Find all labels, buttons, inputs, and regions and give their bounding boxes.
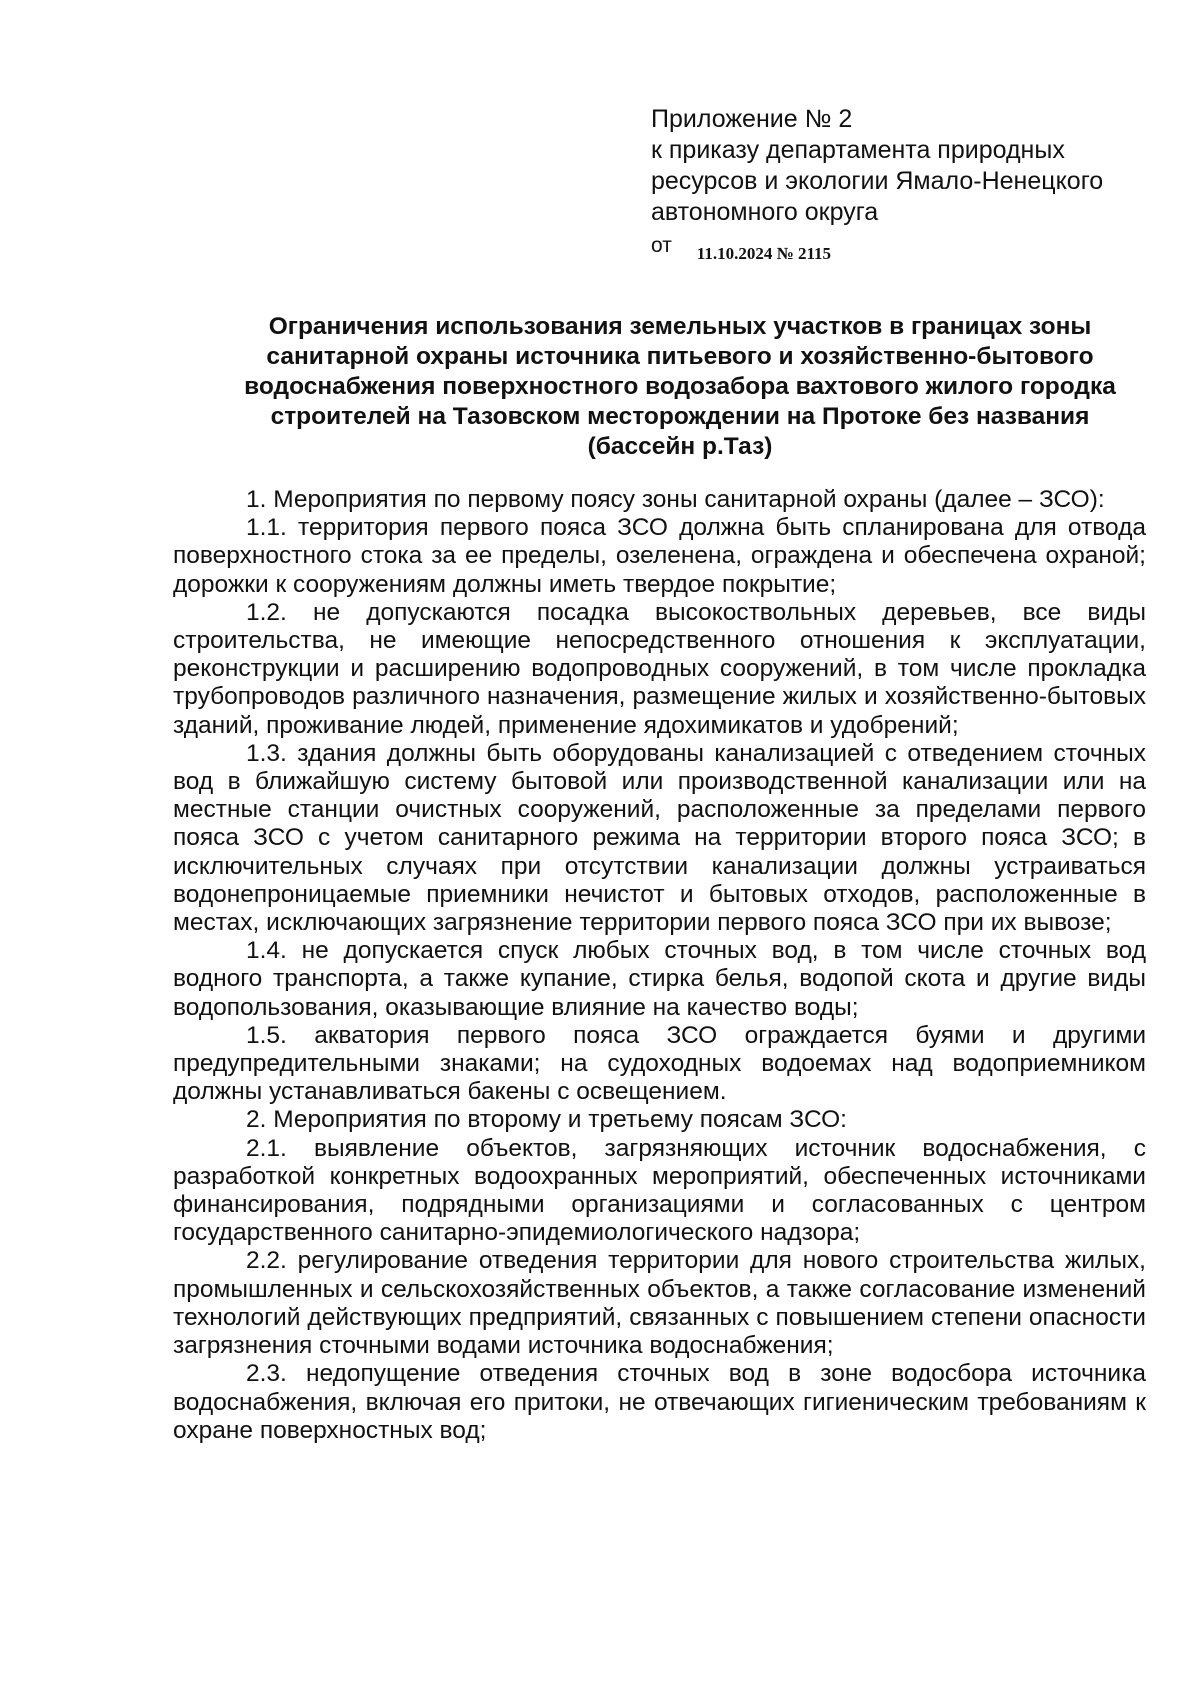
document-body — [173, 486, 1146, 1445]
appendix-number: Приложение № 2 — [651, 105, 853, 133]
appendix-date-number: 11.10.2024 № 2115 — [696, 244, 832, 263]
paragraph-1-5: 1.5. акватория первого пояса ЗСО ограждается буями и другими предупредительными знаками; на судоходных водоемах над водоприемником должны устанавливаться бакены с освещением. — [173, 1021, 1146, 1106]
paragraph-2-3: 2.3. недопущение отведения сточных вод в зоне водосбора источника водоснабжения, включая его притоки, не отвечающих гигиеническим требованиям к охране поверхностных вод; — [173, 1360, 1146, 1444]
document-title — [180, 312, 1180, 462]
paragraph-1: 1. Мероприятия по первому поясу зоны санитарной охраны (далее – ЗСО): — [246, 486, 1105, 513]
appendix-date-line — [651, 230, 1171, 263]
title-line-3: водоснабжения поверхностного водозабора вахтового жилого городка — [244, 373, 1116, 400]
title-line-2: санитарной охраны источника питьевого и хозяйственно-бытового — [266, 343, 1094, 370]
title-line-4: строителей на Тазовском месторождении на Протоке без названия — [270, 403, 1090, 430]
paragraph-2-1: 2.1. выявление объектов, загрязняющих источник водоснабжения, с разработкой конкретных водоохранных мероприятий, обеспеченных источниками финансирования, подрядными организациями и согласованных с центром государственного санитарно-эпидемиологического надзора; — [173, 1134, 1146, 1247]
appendix-ot-label: от — [651, 234, 672, 257]
paragraph-1-2: 1.2. не допускаются посадка высокоствольных деревьев, все виды строительства, не имеющие непосредственного отношения к эксплуатации, реконструкции и расширению водопроводных сооружений, в том числе прокладка трубопроводов различного назначения, размещение жилых и хозяйственно-бытовых зданий, проживание людей, применение ядохимикатов и удобрений; — [173, 598, 1146, 739]
paragraph-2-2: 2.2. регулирование отведения территории для нового строительства жилых, промышленных и сельскохозяйственных объектов, а также согласование изменений технологий действующих предприятий, связанных с повышением степени опасности загрязнения сточными водами источника водоснабжения; — [173, 1247, 1146, 1360]
title-line-5: (бассейн р.Таз) — [587, 433, 773, 460]
paragraph-1-1: 1.1. территория первого пояса ЗСО должна быть спланирована для отвода поверхностного стока за ее пределы, озеленена, ограждена и обеспечена охраной; дорожки к сооружениям должны иметь твердое покрытие; — [173, 514, 1146, 598]
appendix-region-line: автономного округа — [651, 198, 879, 226]
appendix-order-line: к приказу департамента природных — [651, 136, 1065, 164]
title-line-1: Ограничения использования земельных участков в границах зоны — [268, 313, 1092, 340]
paragraph-2: 2. Мероприятия по второму и третьему поясам ЗСО: — [246, 1106, 847, 1134]
paragraph-1-4: 1.4. не допускается спуск любых сточных вод, в том числе сточных вод водного транспорта, а также купание, стирка белья, водопой скота и другие виды водопользования, оказывающие влияние на качество воды; — [173, 937, 1146, 1021]
paragraph-1-3: 1.3. здания должны быть оборудованы канализацией с отведением сточных вод в ближайшую систему бытовой или производственной канализации или на местные станции очистных сооружений, расположенные за пределами первого пояса ЗСО с учетом санитарного режима на территории второго пояса ЗСО; в исключительных случаях при отсутствии канализации должны устраиваться водонепроницаемые приемники нечистот и бытовых отходов, расположенные в местах, исключающих загрязнение территории первого пояса ЗСО при их вывозе; — [173, 739, 1146, 937]
appendix-header — [651, 104, 1171, 263]
appendix-department-line: ресурсов и экологии Ямало-Ненецкого — [651, 167, 1104, 195]
